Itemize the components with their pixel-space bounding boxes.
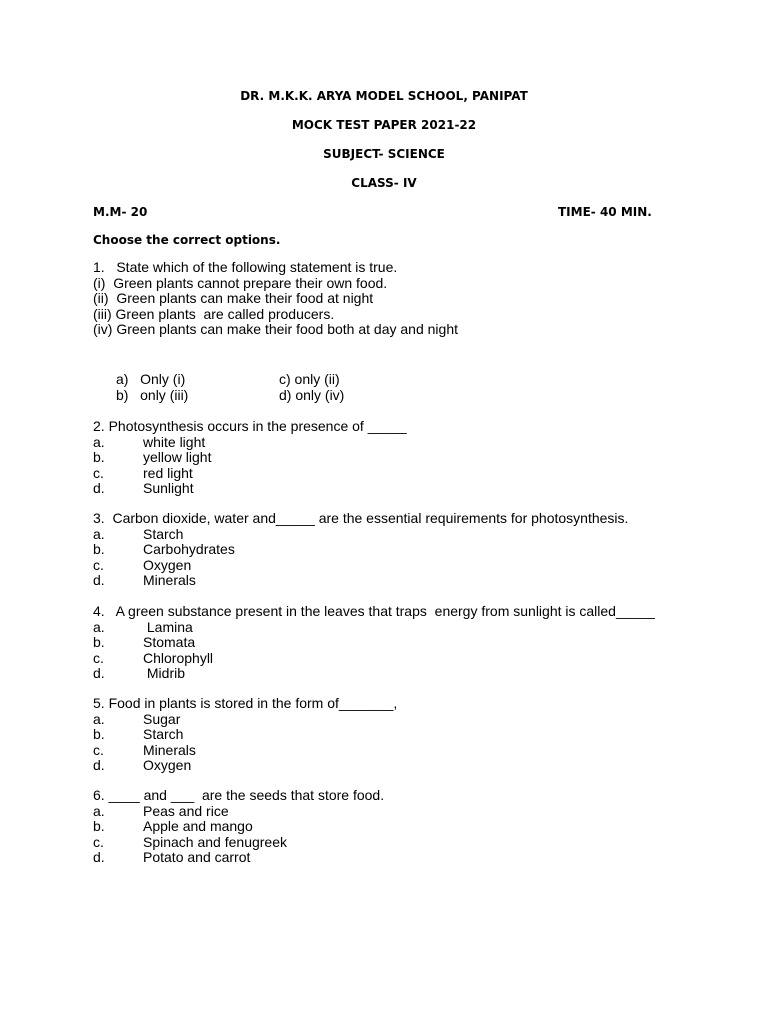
option-letter: a.	[93, 618, 105, 635]
option-text: Starch	[143, 726, 184, 742]
option-text: Minerals	[143, 741, 196, 758]
option-text: yellow light	[143, 449, 212, 465]
option-d	[93, 666, 733, 682]
option-text: Peas and rice	[143, 802, 229, 819]
time-limit: TIME- 40 MIN.	[558, 205, 652, 219]
option-d	[93, 850, 733, 866]
school-name: DR. M.K.K. ARYA MODEL SCHOOL, PANIPAT	[240, 89, 528, 103]
statement: (iv) Green plants can make their food both at day and night	[93, 321, 458, 337]
option-text: Minerals	[143, 572, 196, 588]
option-text: Potato and carrot	[143, 849, 251, 865]
choice-option: a) Only (i)	[116, 371, 186, 387]
question-stem: 1. State which of the following statement is true.	[93, 259, 398, 275]
option-text: Starch	[143, 525, 184, 542]
option-text: Spinach and fenugreek	[143, 833, 287, 850]
option-a	[93, 712, 733, 728]
option-c	[93, 743, 733, 759]
option-d	[93, 573, 733, 589]
option-text: Sunlight	[143, 480, 194, 496]
option-letter: a.	[93, 710, 105, 727]
paper-title: MOCK TEST PAPER 2021-22	[291, 118, 477, 132]
option-letter: b.	[93, 726, 105, 742]
option-text: Apple and mango	[143, 818, 253, 834]
question-2	[93, 419, 733, 497]
option-a	[93, 620, 733, 636]
question-6	[93, 788, 733, 866]
option-c	[93, 558, 733, 574]
choice-option: c) only (ii)	[279, 371, 340, 387]
option-b	[93, 542, 733, 558]
question-5	[93, 696, 733, 774]
question-stem: 6. ____ and ___ are the seeds that store food.	[93, 787, 385, 803]
option-text: Oxygen	[143, 556, 192, 573]
question-4	[93, 604, 733, 682]
option-c	[93, 835, 733, 851]
statement: (iii) Green plants are called producers.	[93, 305, 335, 322]
option-c	[93, 651, 733, 667]
option-text: Lamina	[143, 618, 193, 635]
choice-row	[116, 371, 344, 387]
choice-option: b) only (iii)	[116, 387, 189, 403]
option-letter: c.	[93, 556, 104, 573]
statement: (i) Green plants cannot prepare their own food.	[93, 274, 388, 291]
option-letter: d.	[93, 572, 105, 588]
choice-option: d) only (iv)	[279, 387, 345, 403]
option-letter: a.	[93, 802, 105, 819]
option-text: Oxygen	[143, 757, 192, 773]
option-text: Carbohydrates	[143, 541, 235, 557]
option-letter: b.	[93, 818, 105, 834]
subject-label: SUBJECT- SCIENCE	[323, 147, 445, 161]
option-d	[93, 758, 733, 774]
option-a	[93, 435, 733, 451]
option-text: red light	[143, 464, 193, 481]
option-text: Chlorophyll	[143, 649, 214, 666]
option-letter: c.	[93, 741, 104, 758]
option-letter: d.	[93, 480, 105, 496]
question-1-choices	[116, 371, 344, 403]
option-text: white light	[143, 433, 206, 450]
option-letter: d.	[93, 665, 105, 681]
question-stem: 3. Carbon dioxide, water and_____ are the essential requirements for photosynthesis.	[93, 510, 629, 526]
option-letter: b.	[93, 541, 105, 557]
option-letter: d.	[93, 757, 105, 773]
statement: (ii) Green plants can make their food at night	[93, 290, 374, 306]
option-b	[93, 727, 733, 743]
option-letter: a.	[93, 433, 105, 450]
max-marks: M.M- 20	[93, 205, 148, 219]
question-stem: 5. Food in plants is stored in the form of_______,	[93, 695, 398, 711]
option-d	[93, 481, 733, 497]
option-a	[93, 527, 733, 543]
option-letter: a.	[93, 525, 105, 542]
option-text: Midrib	[143, 665, 186, 681]
option-letter: d.	[93, 849, 105, 865]
option-b	[93, 819, 733, 835]
option-letter: c.	[93, 833, 104, 850]
option-letter: c.	[93, 649, 104, 666]
option-c	[93, 466, 733, 482]
option-letter: b.	[93, 634, 105, 650]
option-b	[93, 450, 733, 466]
instruction: Choose the correct options.	[93, 233, 281, 247]
class-label: CLASS- IV	[351, 176, 417, 190]
option-b	[93, 635, 733, 651]
option-a	[93, 804, 733, 820]
question-stem: 4. A green substance present in the leaves that traps energy from sunlight is called_____	[93, 603, 655, 619]
question-stem: 2. Photosynthesis occurs in the presence of _____	[93, 418, 407, 434]
option-letter: b.	[93, 449, 105, 465]
question-3	[93, 511, 733, 589]
option-text: Stomata	[143, 634, 196, 650]
choice-row	[116, 387, 344, 403]
option-letter: c.	[93, 464, 104, 481]
option-text: Sugar	[143, 710, 181, 727]
question-1	[93, 260, 733, 338]
